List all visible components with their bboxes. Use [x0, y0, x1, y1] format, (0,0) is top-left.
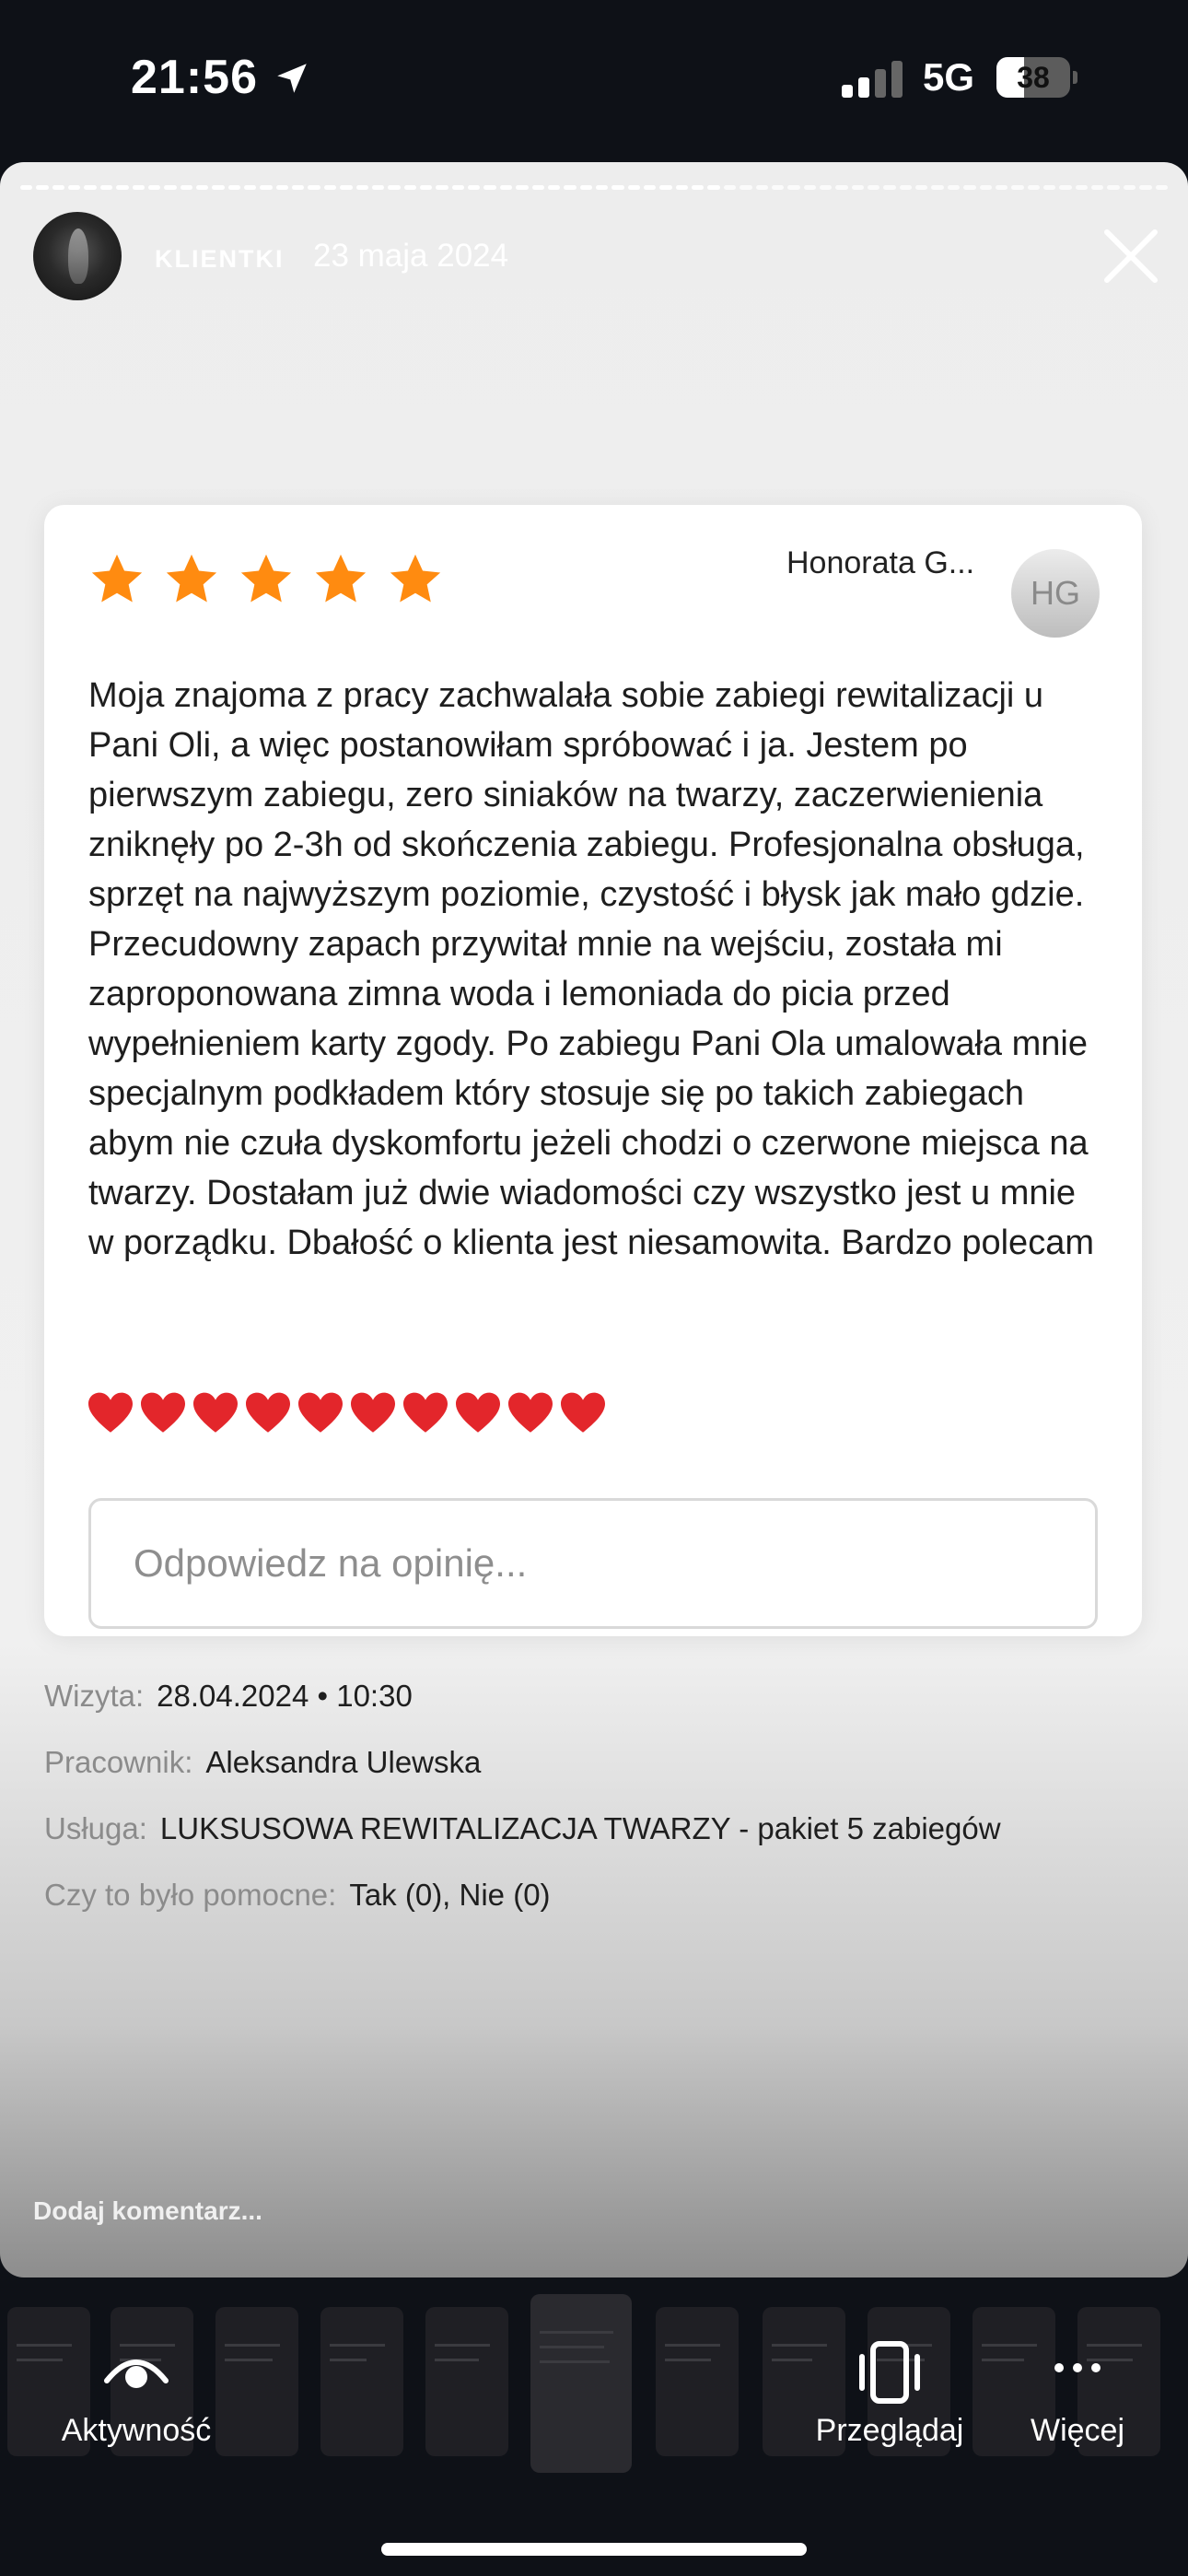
story-thumbnail[interactable] [656, 2307, 739, 2456]
progress-segment [420, 185, 432, 190]
story-thumbnail[interactable] [425, 2307, 508, 2456]
progress-segment [308, 185, 320, 190]
detail-label: Wizyta: [44, 1679, 145, 1713]
browse-icon [853, 2340, 926, 2405]
progress-segment [548, 185, 560, 190]
story-date: 23 maja 2024 [313, 238, 509, 274]
network-label: 5G [923, 55, 975, 99]
progress-segment [676, 185, 688, 190]
progress-segment [852, 185, 864, 190]
heart-icon [244, 1391, 292, 1435]
progress-segment [724, 185, 736, 190]
progress-segment [580, 185, 592, 190]
detail-label: Pracownik: [44, 1745, 193, 1779]
more-button[interactable] [1013, 2340, 1142, 2449]
activity-button[interactable] [53, 2340, 219, 2449]
progress-segment [452, 185, 464, 190]
star-icon [88, 551, 146, 608]
heart-icon [507, 1391, 554, 1435]
progress-segment [324, 185, 336, 190]
progress-segment [148, 185, 160, 190]
progress-segment [20, 185, 32, 190]
progress-segment [804, 185, 816, 190]
progress-segment [483, 185, 495, 190]
progress-segment [707, 185, 719, 190]
progress-segment [835, 185, 847, 190]
progress-segment [1059, 185, 1071, 190]
progress-segment [787, 185, 799, 190]
progress-segment [1107, 185, 1119, 190]
review-card [44, 505, 1142, 1636]
location-arrow-icon [273, 59, 311, 98]
browse-button[interactable] [807, 2340, 973, 2449]
progress-segment [500, 185, 512, 190]
progress-segment [611, 185, 623, 190]
detail-row-visit [44, 1679, 413, 1714]
progress-segment [644, 185, 656, 190]
progress-segment [164, 185, 176, 190]
battery-icon [996, 57, 1076, 98]
progress-segment [564, 185, 576, 190]
progress-segment [260, 185, 272, 190]
progress-segment [980, 185, 992, 190]
detail-value: Aleksandra Ulewska [205, 1745, 482, 1779]
progress-segment [196, 185, 208, 190]
comment-input[interactable]: Dodaj komentarz... [33, 2196, 262, 2225]
progress-segment [516, 185, 528, 190]
progress-segment [659, 185, 671, 190]
progress-segment [820, 185, 832, 190]
activity-eye-icon [99, 2340, 173, 2395]
progress-segment [228, 185, 240, 190]
heart-icon [454, 1391, 502, 1435]
progress-segment [915, 185, 927, 190]
progress-segment [468, 185, 480, 190]
detail-value: 28.04.2024 • 10:30 [157, 1679, 413, 1713]
heart-icon [192, 1391, 239, 1435]
progress-segment [868, 185, 879, 190]
detail-value: Tak (0), Nie (0) [349, 1878, 551, 1912]
progress-segment [388, 185, 400, 190]
story-author[interactable]: KLIENTKI [155, 245, 285, 273]
status-time: 21:56 [131, 51, 258, 104]
heart-icon [349, 1391, 397, 1435]
progress-segment [996, 185, 1007, 190]
story-thumbnail[interactable] [320, 2307, 403, 2456]
progress-segment [372, 185, 384, 190]
progress-segment [212, 185, 224, 190]
progress-segment [36, 185, 48, 190]
progress-segment [1124, 185, 1136, 190]
progress-segment [100, 185, 112, 190]
progress-segment [628, 185, 640, 190]
star-icon [312, 551, 369, 608]
progress-segment [931, 185, 943, 190]
progress-segment [1011, 185, 1023, 190]
progress-segment [1091, 185, 1103, 190]
detail-row-service [44, 1811, 1001, 1846]
progress-segment [436, 185, 448, 190]
progress-segment [1076, 185, 1088, 190]
progress-segment [740, 185, 751, 190]
progress-segment [963, 185, 975, 190]
home-indicator[interactable] [381, 2543, 807, 2556]
close-icon[interactable] [1101, 227, 1160, 286]
progress-segment [1156, 185, 1168, 190]
heart-icon [559, 1391, 607, 1435]
progress-segment [133, 185, 145, 190]
progress-segment [52, 185, 64, 190]
star-icon [238, 551, 295, 608]
progress-segment [68, 185, 80, 190]
review-text: Moja znajoma z pracy zachwalała sobie zabiegi rewitalizacji u Pani Oli, a więc postanowiłam spróbować i ja. Jestem po pierwszym zabiegu, zero siniaków na twarzy, zaczerwienienia zniknęły po 2-3h od skończenia zabiegu. Profesjonalna obsługa, sprzęt na najwyższym poziomie, czystość i błysk jak mało gdzie. Przecudowny zapach przywitał mnie na wejściu, została mi zaproponowana zimna woda i lemoniada do picia przed wypełnieniem karty zgody. Po zabiegu Pani Ola umalowała mnie specjalnym podkładem który stosuje się po takich zabiegach abym nie czuła dyskomfortu jeżeli chodzi o czerwone miejsca na twarzy. Dostałam już dwie wiadomości czy wszystko jest u mnie w porządku. Dbałość o klienta jest niesamowita. Bardzo polecam [88, 676, 1094, 1262]
progress-segment [1139, 185, 1151, 190]
more-icon [1045, 2340, 1110, 2395]
reply-input[interactable]: Odpowiedz na opinię... [88, 1498, 1098, 1629]
progress-segment [404, 185, 416, 190]
detail-label: Usługa: [44, 1811, 147, 1845]
browse-label: Przeglądaj [815, 2413, 964, 2448]
story-progress-bar [20, 185, 1168, 190]
detail-label: Czy to było pomocne: [44, 1878, 337, 1912]
heart-icon [87, 1391, 134, 1435]
progress-segment [692, 185, 704, 190]
progress-segment [1043, 185, 1055, 190]
story-thumbnails[interactable] [0, 2294, 1188, 2469]
story-thumbnail[interactable] [215, 2307, 298, 2456]
hearts-emoji [87, 1391, 607, 1435]
story-viewer [0, 162, 1188, 2277]
author-avatar[interactable] [33, 212, 122, 300]
story-thumbnail-current[interactable] [530, 2294, 632, 2473]
progress-segment [900, 185, 912, 190]
progress-segment [883, 185, 895, 190]
star-icon [163, 551, 220, 608]
progress-segment [276, 185, 288, 190]
detail-value: LUKSUSOWA REWITALIZACJA TWARZY - pakiet 5 zabiegów [159, 1811, 1001, 1845]
signal-icon [842, 61, 904, 98]
star-icon [387, 551, 444, 608]
progress-segment [181, 185, 192, 190]
battery-level: 38 [1017, 61, 1050, 94]
progress-segment [948, 185, 960, 190]
more-label: Więcej [1030, 2413, 1125, 2448]
progress-segment [84, 185, 96, 190]
activity-label: Aktywność [61, 2413, 212, 2448]
progress-segment [292, 185, 304, 190]
progress-segment [116, 185, 128, 190]
progress-segment [532, 185, 544, 190]
status-bar [0, 0, 1188, 162]
progress-segment [340, 185, 352, 190]
detail-row-employee [44, 1745, 481, 1780]
star-rating [88, 551, 444, 608]
heart-icon [297, 1391, 344, 1435]
reviewer-name: Honorata G... [786, 545, 975, 580]
progress-segment [772, 185, 784, 190]
progress-segment [756, 185, 768, 190]
progress-segment [596, 185, 608, 190]
progress-segment [244, 185, 256, 190]
reviewer-avatar: HG [1011, 549, 1100, 638]
heart-icon [139, 1391, 187, 1435]
progress-segment [356, 185, 368, 190]
heart-icon [402, 1391, 449, 1435]
detail-row-helpful [44, 1878, 551, 1913]
progress-segment [1028, 185, 1040, 190]
